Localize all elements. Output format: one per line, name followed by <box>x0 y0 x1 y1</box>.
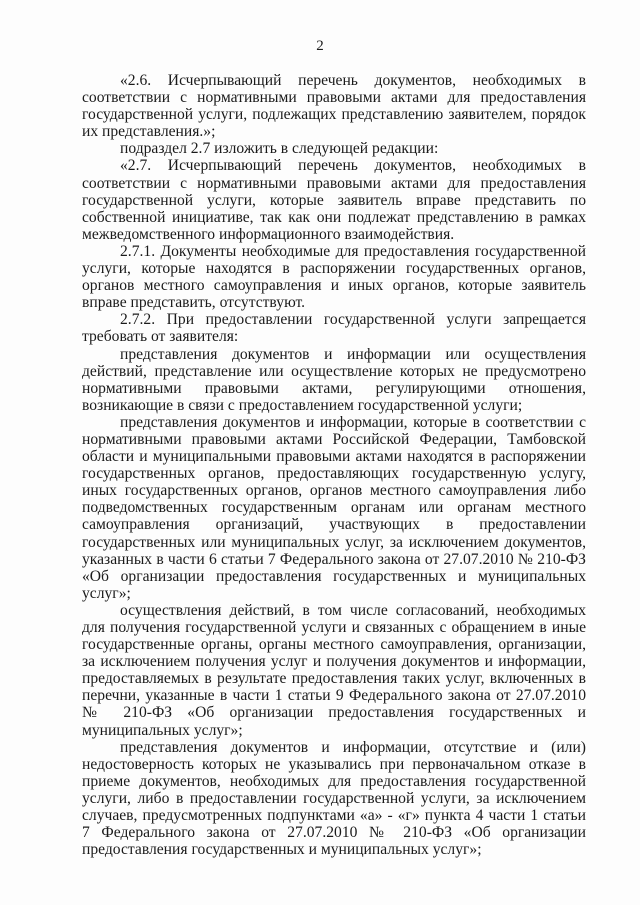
paragraph-subsection-intro: подраздел 2.7 изложить в следующей редакции: <box>120 140 439 158</box>
paragraph-2-7-2: 2.7.2. При предоставлении государственной услуги запрещается требовать от заявителя: <box>82 311 586 346</box>
paragraph-2-7: «2.7. Исчерпывающий перечень документов, необходимых в соответствии с нормативными правовыми актами для предоставления государственной услуги, которые заявитель вправе представить по собственной инициативе, так как они подлежат представлению в рамках межведомственного информационного взаимодействия. <box>82 157 586 243</box>
list-item-approvals: осуществления действий, в том числе согласований, необходимых для получения государственной услуги и связанных с обращением в иные государственные органы, органы местного самоуправления, организации, за исключением получения услуг и получения документов и информации, предоставляемых в результате предоставления таких услуг, включенных в перечни, указанные в части 1 статьи 9 Федерального закона от 27.07.2010 № 210-ФЗ «Об организации предоставления государственных и муниципальных услуг»; <box>82 601 586 739</box>
list-item-documents-in-possession: представления документов и информации, которые в соответствии с нормативными правовыми актами Российской Федерации, Тамбовской области и муниципальными правовыми актами находятся в распоряжении государственных органов, предоставляющих государственную услугу, иных государственных органов, органов местного самоуправления либо подведомственных государственным органам или органам местного самоуправления организаций, участвующих в предоставлении государственных или муниципальных услуг, за исключением документов, указанных в части 6 статьи 7 Федерального закона от 27.07.2010 № 210-ФЗ «Об организации предоставления государственных и муниципальных услуг»; <box>82 413 586 602</box>
document-body <box>82 72 586 858</box>
paragraph-2-6: «2.6. Исчерпывающий перечень документов, необходимых в соответствии с нормативными правовыми актами для предоставления государственной услуги, подлежащих представлению заявителем, порядок их представления.»; <box>82 72 586 141</box>
list-item-initial-refusal: представления документов и информации, отсутствие и (или) недостоверность которых не указывались при первоначальном отказе в приеме документов, необходимых для предоставления государственной услуги, либо в предоставлении государственной услуги, за исключением случаев, предусмотренных подпунктами «а» - «г» пункта 4 части 1 статьи 7 Федерального закона от 27.07.2010 № 210-ФЗ «Об организации предоставления государственных и муниципальных услуг»; <box>82 738 586 859</box>
paragraph-2-7-1: 2.7.1. Документы необходимые для предоставления государственной услуги, которые находятся в распоряжении государственных органов, органов местного самоуправления и иных органов, которые заявитель вправе представить, отсутствуют. <box>82 242 586 312</box>
page-number: 2 <box>316 38 324 54</box>
list-item-documents-actions: представления документов и информации или осуществления действий, представление или осуществление которых не предусмотрено нормативными правовыми актами, регулирующими отношения, возникающие в связи с предоставлением государственной услуги; <box>82 345 586 414</box>
